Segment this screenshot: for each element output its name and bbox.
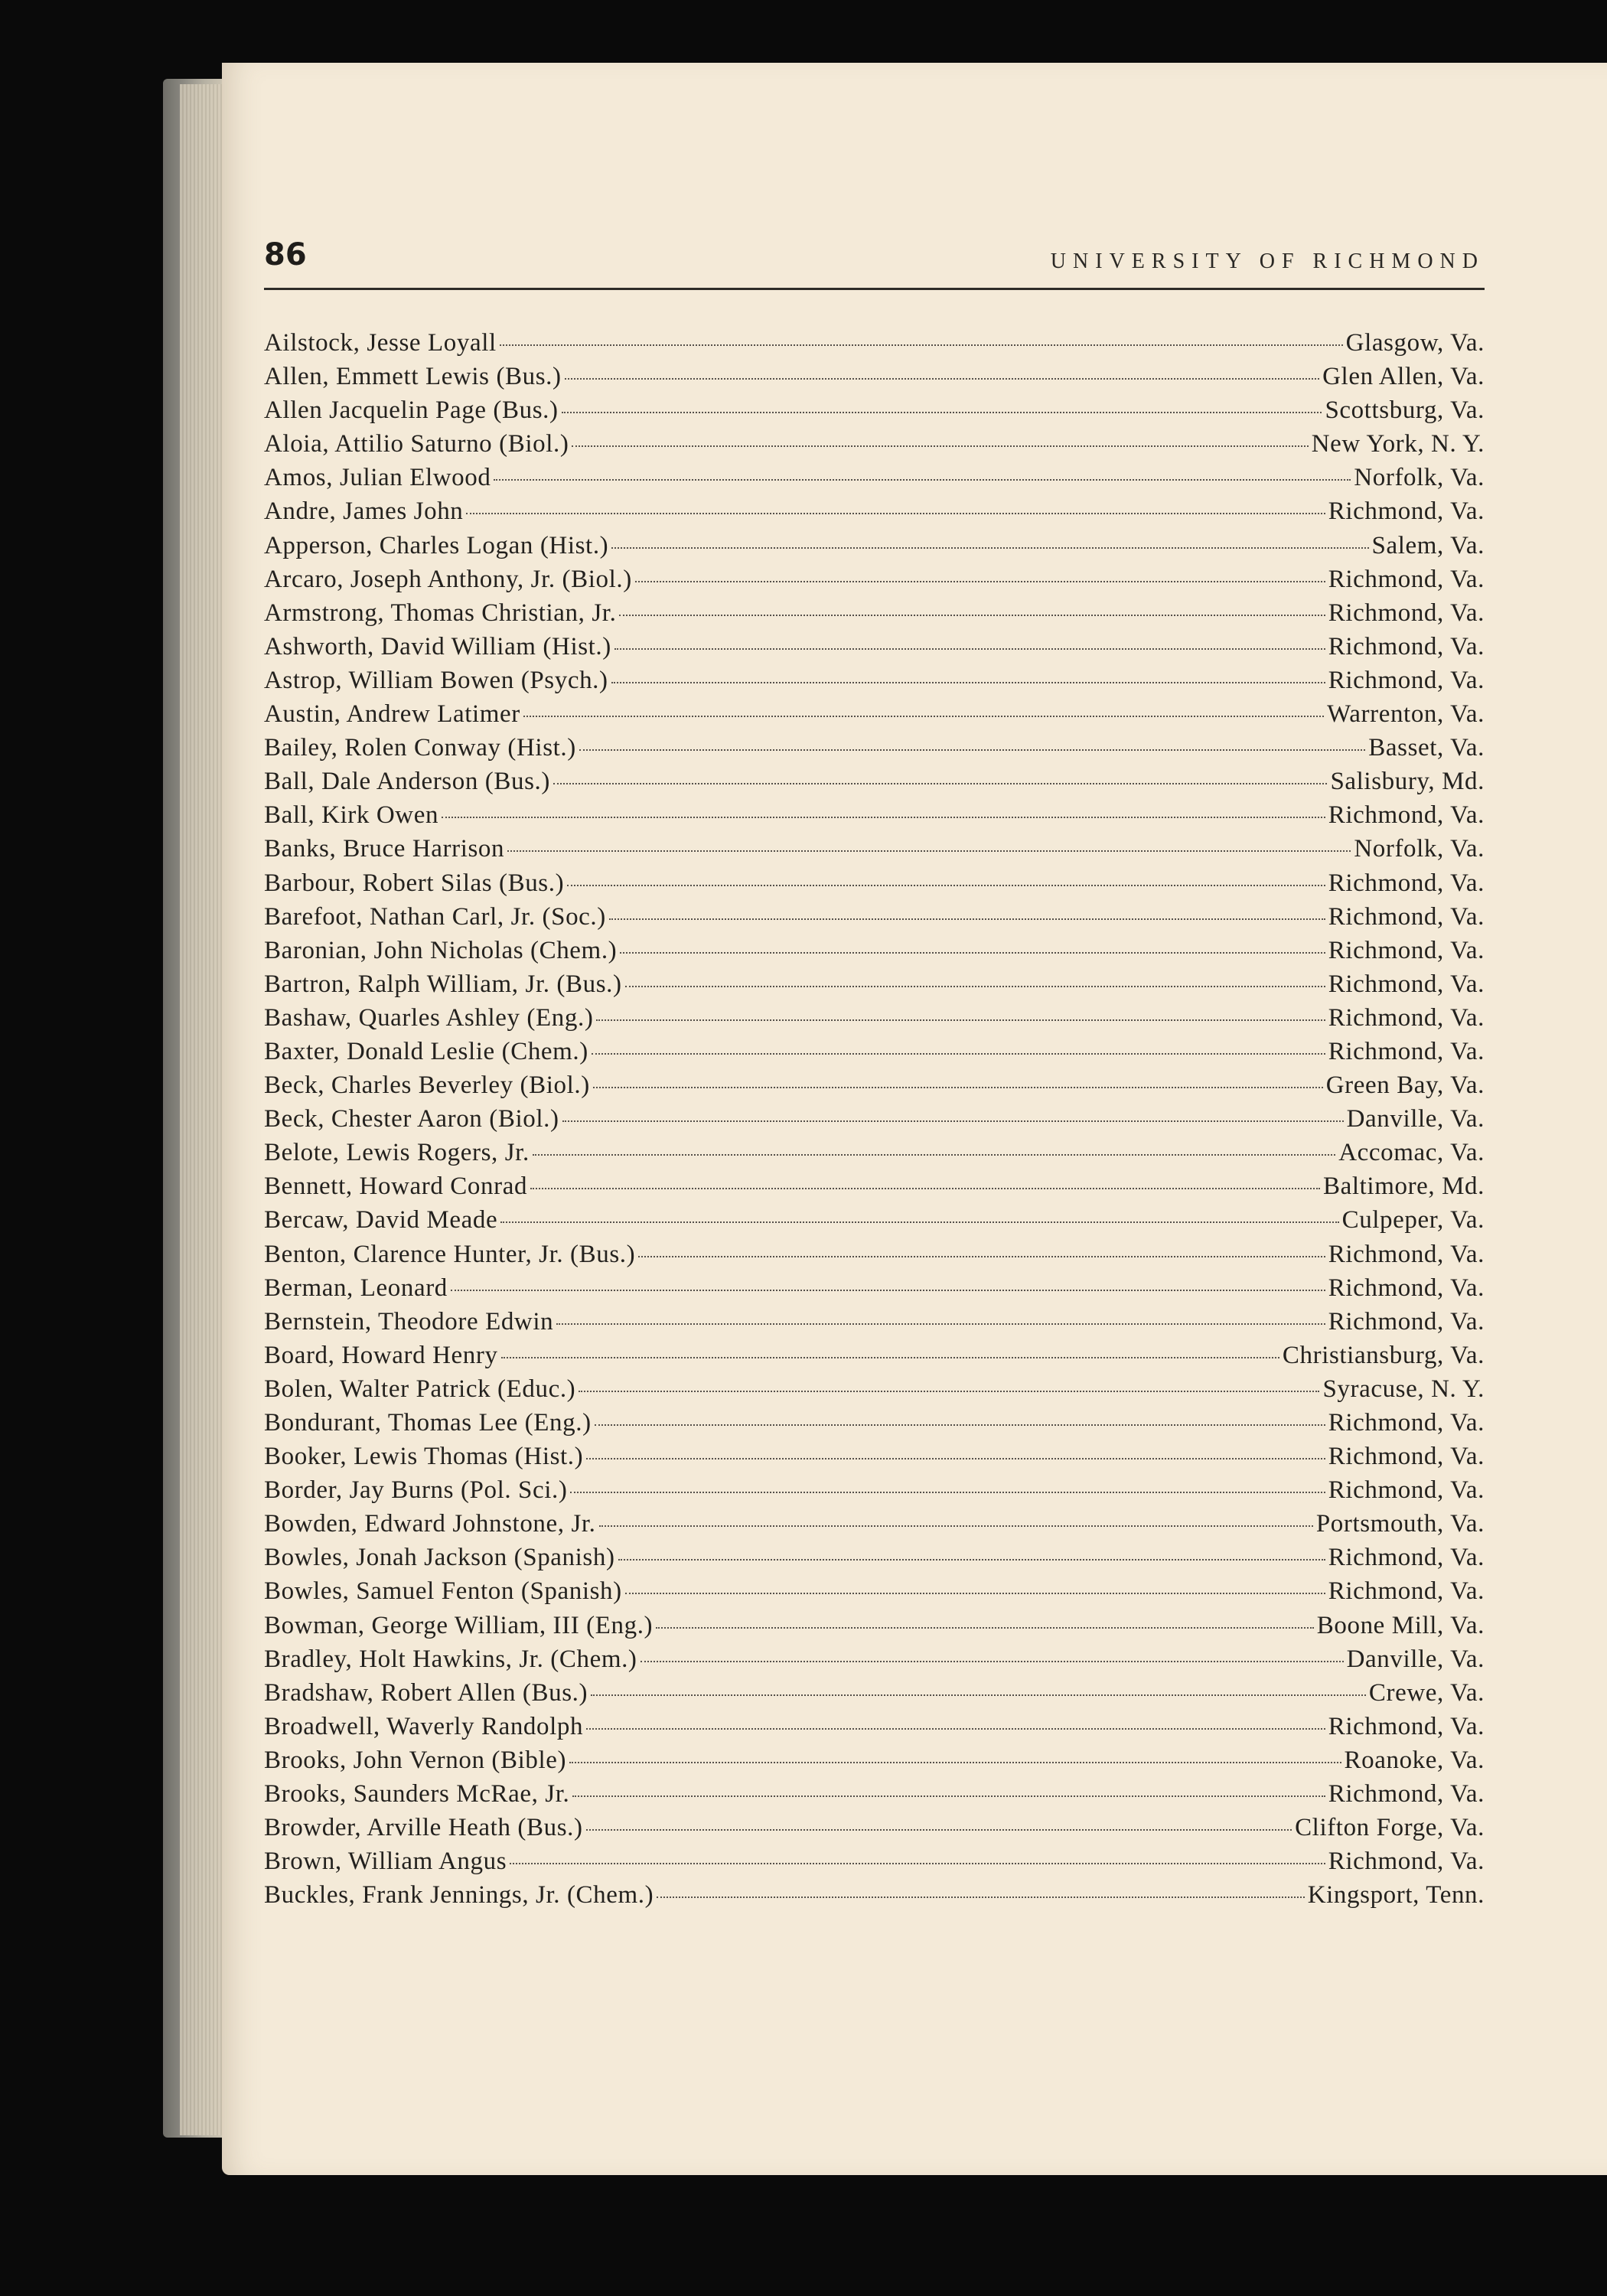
hometown: Glen Allen, Va. [1322, 363, 1485, 391]
roster-entry [264, 1510, 1485, 1544]
roster-entry [264, 1780, 1485, 1814]
hometown: Baltimore, Md. [1323, 1172, 1485, 1201]
dot-leader [579, 1391, 1319, 1392]
roster-entry [264, 1071, 1485, 1105]
page-number: 86 [264, 237, 307, 272]
student-name: Allen, Emmett Lewis (Bus.) [264, 363, 562, 391]
dot-leader [500, 1221, 1338, 1223]
dot-leader [523, 716, 1324, 717]
student-name: Buckles, Frank Jennings, Jr. (Chem.) [264, 1881, 654, 1910]
roster-entry [264, 1308, 1485, 1342]
student-name: Broadwell, Waverly Randolph [264, 1712, 584, 1740]
hometown: Norfolk, Va. [1354, 835, 1485, 863]
student-name: Brooks, Saunders McRae, Jr. [264, 1780, 570, 1808]
roster-entry [264, 1544, 1485, 1577]
hometown: Clifton Forge, Va. [1295, 1814, 1485, 1842]
hometown: Richmond, Va. [1328, 1409, 1485, 1437]
dot-leader [625, 986, 1325, 987]
hometown: Norfolk, Va. [1354, 464, 1485, 492]
student-name: Belote, Lewis Rogers, Jr. [264, 1139, 530, 1167]
student-name: Ailstock, Jesse Loyall [264, 329, 497, 357]
roster-entry [264, 1241, 1485, 1274]
dot-leader [609, 918, 1325, 920]
dot-leader [565, 378, 1320, 380]
dot-leader [586, 1829, 1292, 1831]
dot-leader [586, 1458, 1325, 1459]
hometown: Richmond, Va. [1328, 801, 1485, 830]
hometown: Richmond, Va. [1328, 1780, 1485, 1808]
student-name: Border, Jay Burns (Pol. Sci.) [264, 1476, 568, 1505]
dot-leader [619, 615, 1325, 616]
running-head [264, 237, 1485, 291]
roster-entry [264, 835, 1485, 869]
roster-entry [264, 1848, 1485, 1881]
header-rule [264, 288, 1485, 290]
roster-entry [264, 1645, 1485, 1679]
roster-entry [264, 430, 1485, 464]
student-name: Barefoot, Nathan Carl, Jr. (Soc.) [264, 902, 606, 931]
hometown: Boone Mill, Va. [1316, 1611, 1485, 1639]
student-name: Bashaw, Quarles Ashley (Eng.) [264, 1003, 594, 1032]
dot-leader [530, 1188, 1320, 1189]
roster-entry [264, 937, 1485, 970]
dot-leader [442, 817, 1325, 818]
student-name: Bernstein, Theodore Edwin [264, 1307, 554, 1336]
dot-leader [570, 1492, 1325, 1493]
roster-entry [264, 1814, 1485, 1848]
roster-entry [264, 869, 1485, 903]
hometown: Scottsburg, Va. [1325, 396, 1485, 425]
student-name: Beck, Charles Beverley (Biol.) [264, 1071, 590, 1100]
roster-entry [264, 1612, 1485, 1645]
hometown: Salisbury, Md. [1330, 768, 1485, 796]
student-name: Bradley, Holt Hawkins, Jr. (Chem.) [264, 1645, 637, 1673]
student-name: Andre, James John [264, 497, 464, 526]
student-name: Berman, Leonard [264, 1274, 448, 1302]
roster-entry [264, 1476, 1485, 1510]
hometown: Portsmouth, Va. [1315, 1510, 1485, 1538]
roster-entry [264, 1139, 1485, 1172]
roster-entry [264, 734, 1485, 768]
hometown: Richmond, Va. [1328, 1037, 1485, 1065]
dot-leader [507, 850, 1351, 852]
roster-entry [264, 633, 1485, 667]
roster-entry [264, 700, 1485, 734]
hometown: Salem, Va. [1371, 531, 1485, 559]
roster-entry [264, 532, 1485, 566]
hometown: Culpeper, Va. [1341, 1206, 1485, 1234]
student-name: Bercaw, David Meade [264, 1206, 498, 1234]
dot-leader [635, 581, 1325, 582]
dot-leader [466, 513, 1325, 514]
roster-entry [264, 566, 1485, 599]
roster-entry [264, 396, 1485, 430]
hometown: Basset, Va. [1368, 734, 1485, 762]
student-name: Board, Howard Henry [264, 1341, 498, 1369]
roster-entry [264, 1577, 1485, 1611]
dot-leader [592, 1053, 1325, 1055]
hometown: Richmond, Va. [1328, 632, 1485, 660]
hometown: Syracuse, N. Y. [1322, 1375, 1485, 1403]
roster-entry [264, 464, 1485, 497]
student-name: Bowles, Jonah Jackson (Spanish) [264, 1544, 615, 1572]
roster-entry [264, 1342, 1485, 1375]
hometown: Richmond, Va. [1328, 497, 1485, 526]
hometown: Danville, Va. [1346, 1645, 1485, 1673]
hometown: Richmond, Va. [1328, 1240, 1485, 1268]
hometown: Richmond, Va. [1328, 1577, 1485, 1606]
roster-entry [264, 1443, 1485, 1476]
hometown: Richmond, Va. [1328, 902, 1485, 931]
dot-leader [657, 1896, 1305, 1898]
hometown: Richmond, Va. [1328, 1307, 1485, 1336]
student-name: Amos, Julian Elwood [264, 464, 491, 492]
dot-leader [591, 1694, 1366, 1696]
hometown: Richmond, Va. [1328, 970, 1485, 998]
hometown: Roanoke, Va. [1344, 1746, 1485, 1774]
roster-entry [264, 1004, 1485, 1038]
roster-entry [264, 1746, 1485, 1780]
student-name: Baronian, John Nicholas (Chem.) [264, 936, 618, 964]
dot-leader [596, 1019, 1325, 1021]
dot-leader [556, 1323, 1325, 1325]
roster-entry [264, 667, 1485, 700]
student-name: Browder, Arville Heath (Bus.) [264, 1814, 583, 1842]
roster-entry [264, 1206, 1485, 1240]
dot-leader [618, 1559, 1325, 1561]
student-name: Booker, Lewis Thomas (Hist.) [264, 1443, 584, 1471]
student-name: Bartron, Ralph William, Jr. (Bus.) [264, 970, 622, 998]
roster-entry [264, 363, 1485, 396]
roster-entry [264, 903, 1485, 937]
roster-entry [264, 1274, 1485, 1308]
dot-leader [451, 1290, 1325, 1291]
roster-entry [264, 768, 1485, 801]
hometown: Richmond, Va. [1328, 598, 1485, 627]
student-name: Beck, Chester Aaron (Biol.) [264, 1105, 559, 1133]
student-name: Bowles, Samuel Fenton (Spanish) [264, 1577, 622, 1606]
hometown: Richmond, Va. [1328, 1712, 1485, 1740]
dot-leader [611, 547, 1368, 549]
student-name: Allen Jacquelin Page (Bus.) [264, 396, 559, 425]
roster-entry [264, 801, 1485, 835]
student-name: Bondurant, Thomas Lee (Eng.) [264, 1409, 592, 1437]
student-name: Apperson, Charles Logan (Hist.) [264, 531, 609, 559]
roster-entry [264, 1881, 1485, 1915]
dot-leader [572, 1795, 1325, 1797]
hometown: Kingsport, Tenn. [1307, 1881, 1485, 1910]
student-name: Ashworth, David William (Hist.) [264, 632, 611, 660]
hometown: Richmond, Va. [1328, 1848, 1485, 1876]
student-name: Ball, Kirk Owen [264, 801, 439, 830]
hometown: Richmond, Va. [1328, 1476, 1485, 1505]
dot-leader [611, 682, 1325, 683]
roster-entry [264, 1375, 1485, 1409]
dot-leader [595, 1424, 1325, 1426]
student-name: Ball, Dale Anderson (Bus.) [264, 768, 550, 796]
dot-leader [638, 1256, 1325, 1257]
running-title: UNIVERSITY OF RICHMOND [1050, 249, 1485, 273]
student-name: Bowman, George William, III (Eng.) [264, 1611, 654, 1639]
student-name: Bennett, Howard Conrad [264, 1172, 528, 1201]
student-name: Bailey, Rolen Conway (Hist.) [264, 734, 576, 762]
hometown: Crewe, Va. [1368, 1678, 1485, 1707]
dot-leader [562, 412, 1322, 413]
dot-leader [553, 783, 1328, 784]
roster-entry [264, 970, 1485, 1004]
student-name: Bowden, Edward Johnstone, Jr. [264, 1510, 596, 1538]
student-name: Aloia, Attilio Saturno (Biol.) [264, 430, 569, 458]
student-name: Austin, Andrew Latimer [264, 700, 520, 729]
roster-entry [264, 1038, 1485, 1071]
dot-leader [562, 1120, 1344, 1122]
dot-leader [567, 885, 1325, 886]
roster-entry [264, 329, 1485, 363]
roster-entry [264, 1679, 1485, 1713]
hometown: Glasgow, Va. [1345, 329, 1485, 357]
dot-leader [641, 1661, 1344, 1662]
student-name: Bradshaw, Robert Allen (Bus.) [264, 1678, 588, 1707]
roster-entry [264, 1172, 1485, 1206]
roster-entry [264, 599, 1485, 633]
roster-entry [264, 1409, 1485, 1443]
dot-leader [533, 1154, 1335, 1156]
dot-leader [625, 1593, 1325, 1594]
dot-leader [593, 1087, 1323, 1088]
dot-leader [620, 952, 1325, 954]
student-name: Banks, Bruce Harrison [264, 835, 505, 863]
hometown: Warrenton, Va. [1327, 700, 1485, 729]
student-name: Astrop, William Bowen (Psych.) [264, 666, 608, 694]
hometown: Richmond, Va. [1328, 1274, 1485, 1302]
hometown: Richmond, Va. [1328, 1544, 1485, 1572]
hometown: Richmond, Va. [1328, 1443, 1485, 1471]
roster-entry [264, 497, 1485, 531]
student-roster [264, 329, 1485, 1915]
student-name: Arcaro, Joseph Anthony, Jr. (Biol.) [264, 565, 632, 593]
student-name: Barbour, Robert Silas (Bus.) [264, 869, 565, 897]
hometown: Richmond, Va. [1328, 565, 1485, 593]
dot-leader [494, 479, 1351, 481]
hometown: Green Bay, Va. [1325, 1071, 1485, 1100]
hometown: New York, N. Y. [1311, 430, 1485, 458]
hometown: Richmond, Va. [1328, 869, 1485, 897]
dot-leader [614, 648, 1325, 650]
dot-leader [656, 1627, 1314, 1629]
dot-leader [500, 344, 1343, 346]
roster-entry [264, 1105, 1485, 1139]
dot-leader [579, 749, 1365, 751]
hometown: Richmond, Va. [1328, 936, 1485, 964]
student-name: Bolen, Walter Patrick (Educ.) [264, 1375, 576, 1403]
hometown: Christiansburg, Va. [1282, 1341, 1485, 1369]
page-edge-texture [180, 84, 222, 2135]
student-name: Benton, Clarence Hunter, Jr. (Bus.) [264, 1240, 636, 1268]
hometown: Accomac, Va. [1338, 1139, 1485, 1167]
dot-leader [599, 1525, 1313, 1527]
student-name: Brooks, John Vernon (Bible) [264, 1746, 567, 1774]
roster-entry [264, 1713, 1485, 1746]
hometown: Richmond, Va. [1328, 666, 1485, 694]
dot-leader [569, 1762, 1341, 1763]
dot-leader [510, 1863, 1325, 1864]
dot-leader [586, 1728, 1325, 1730]
student-name: Brown, William Angus [264, 1848, 507, 1876]
student-name: Baxter, Donald Leslie (Chem.) [264, 1037, 588, 1065]
dot-leader [572, 445, 1308, 447]
hometown: Danville, Va. [1346, 1105, 1485, 1133]
student-name: Armstrong, Thomas Christian, Jr. [264, 598, 617, 627]
dot-leader [501, 1357, 1279, 1358]
hometown: Richmond, Va. [1328, 1003, 1485, 1032]
